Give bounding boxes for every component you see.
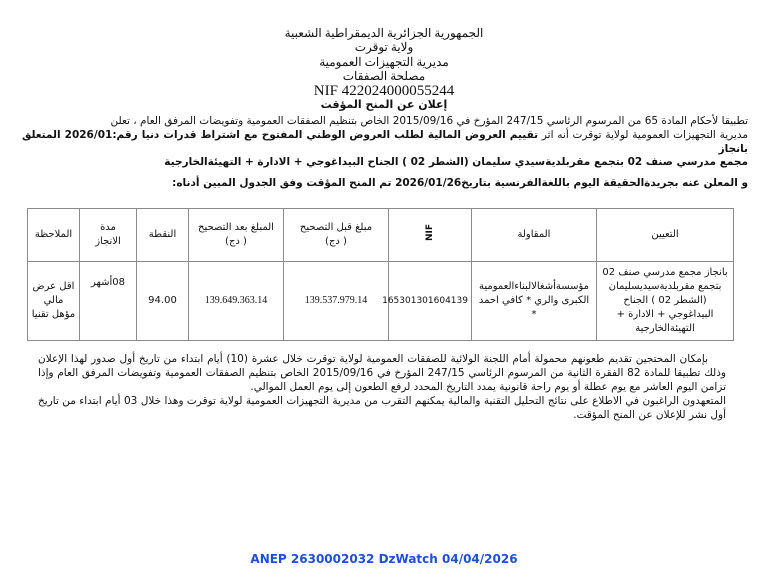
directorate-name: مديرية التجهيزات العمومية (319, 55, 449, 69)
header-nif: NIF (389, 209, 472, 262)
header-amount-before: مبلغ قبل التصحيح ( دج) (284, 209, 389, 262)
award-table (27, 208, 734, 341)
header-contractor: المقاولة (472, 209, 597, 262)
consultation-paragraph: المتعهدون الراغبون في الاطلاع على نتائج التحليل التقنية والمالية يمكنهم التقرب من مديرية التجهيزات العمومية لولاية توقرت وهذا خلال 03 أيام ابتداء من تاريخ أول نشر للإعلان عن المنح المؤقت. (38, 395, 726, 421)
appeal-paragraph: بإمكان المحتجين تقديم طعونهم محمولة أمام اللجنة الولائية للصفقات العمومية لولاية توقرت خلال عشرة (10) أيام ابتداء من تاريخ أول صدور لهذا الإعلان وذلك تطبيقا للمادة 82 الفقرة الثانية من المرسوم الرئاسي 247/15 المؤرخ في 2015/09/16 الخاص بتنظيم الصفقات العمومية وتفويضات المرفق العام وإذا تزامن اليوم العاشر مع يوم عطلة أو يوم راحة قانونية يمدد التاريخ المحدد لرفع الطعون إلى يوم العمل الموالي. (38, 353, 726, 393)
intro-line-2b: تقييم العروض المالية لطلب العروض الوطني المفتوح مع اشتراط قدرات دنيا رقم:2026/01 المتعلق بانجاز (22, 129, 748, 155)
intro-line-2 (22, 128, 748, 156)
intro-line-3: مجمع مدرسي صنف 02 بتجمع مقربلديةسيدي سليمان (الشطر 02 ) الجناح البيداغوجي + الادارة + التهيئةالخارجية (164, 156, 748, 168)
header-amount-after: المبلغ بعد التصحيح ( دج) (189, 209, 284, 262)
republic-name: الجمهورية الجزائرية الديمقراطية الشعبية (284, 26, 484, 40)
table-header-row (28, 209, 734, 262)
service-name: مصلحة الصفقات (342, 69, 426, 83)
header-score: النقطة (137, 209, 189, 262)
header-duration: مدة الانجاز (80, 209, 137, 262)
intro-line-4: و المعلن عنه بجريدةالحقيقة اليوم باللغةالفرنسية بتاريخ2026/01/26 تم المنح المؤقت وفق الجدول المبين أدناه: (172, 177, 748, 189)
header-remark: الملاحظة (28, 209, 80, 262)
table-row (28, 262, 734, 341)
intro-line-2a: مديرية التجهيزات العمومية لولاية توقرت أنه اثر (541, 129, 748, 141)
header-designation: التعيين (597, 209, 734, 262)
cell-remark: اقل عرض مالي مؤهل تقنيا (28, 262, 80, 341)
header-nif: NIF 422024000055244 (313, 83, 455, 99)
cell-amount-before: 139.537.979.14 (284, 262, 389, 341)
intro-line-1: تطبيقا لأحكام المادة 65 من المرسوم الرئاسي 247/15 المؤرخ في 2015/09/16 الخاص بتنظيم الصفقات العمومية وتفويضات المرفق العام ، تعلن (110, 115, 748, 127)
cell-contractor: مؤسسةأشغالالبناءالعمومية الكبرى والري * كافي احمد * (472, 262, 597, 341)
cell-nif: 165301301604139 (389, 262, 472, 341)
cell-duration: 08أشهر (80, 262, 137, 341)
cell-score: 94.00 (137, 262, 189, 341)
cell-amount-after: 139.649.363.14 (189, 262, 284, 341)
wilaya-name: ولاية توقرت (354, 40, 414, 54)
announcement-title: إعلان عن المنح المؤقت (320, 98, 448, 111)
cell-designation: بانجاز مجمع مدرسي صنف 02 بتجمع مقربلديةسيديسليمان (الشطر 02 ) الجناح البيداغوجي + الادارة + التهيئةالخارجية (597, 262, 734, 341)
footer-reference: ANEP 2630002032 DzWatch 04/04/2026 (250, 552, 518, 566)
